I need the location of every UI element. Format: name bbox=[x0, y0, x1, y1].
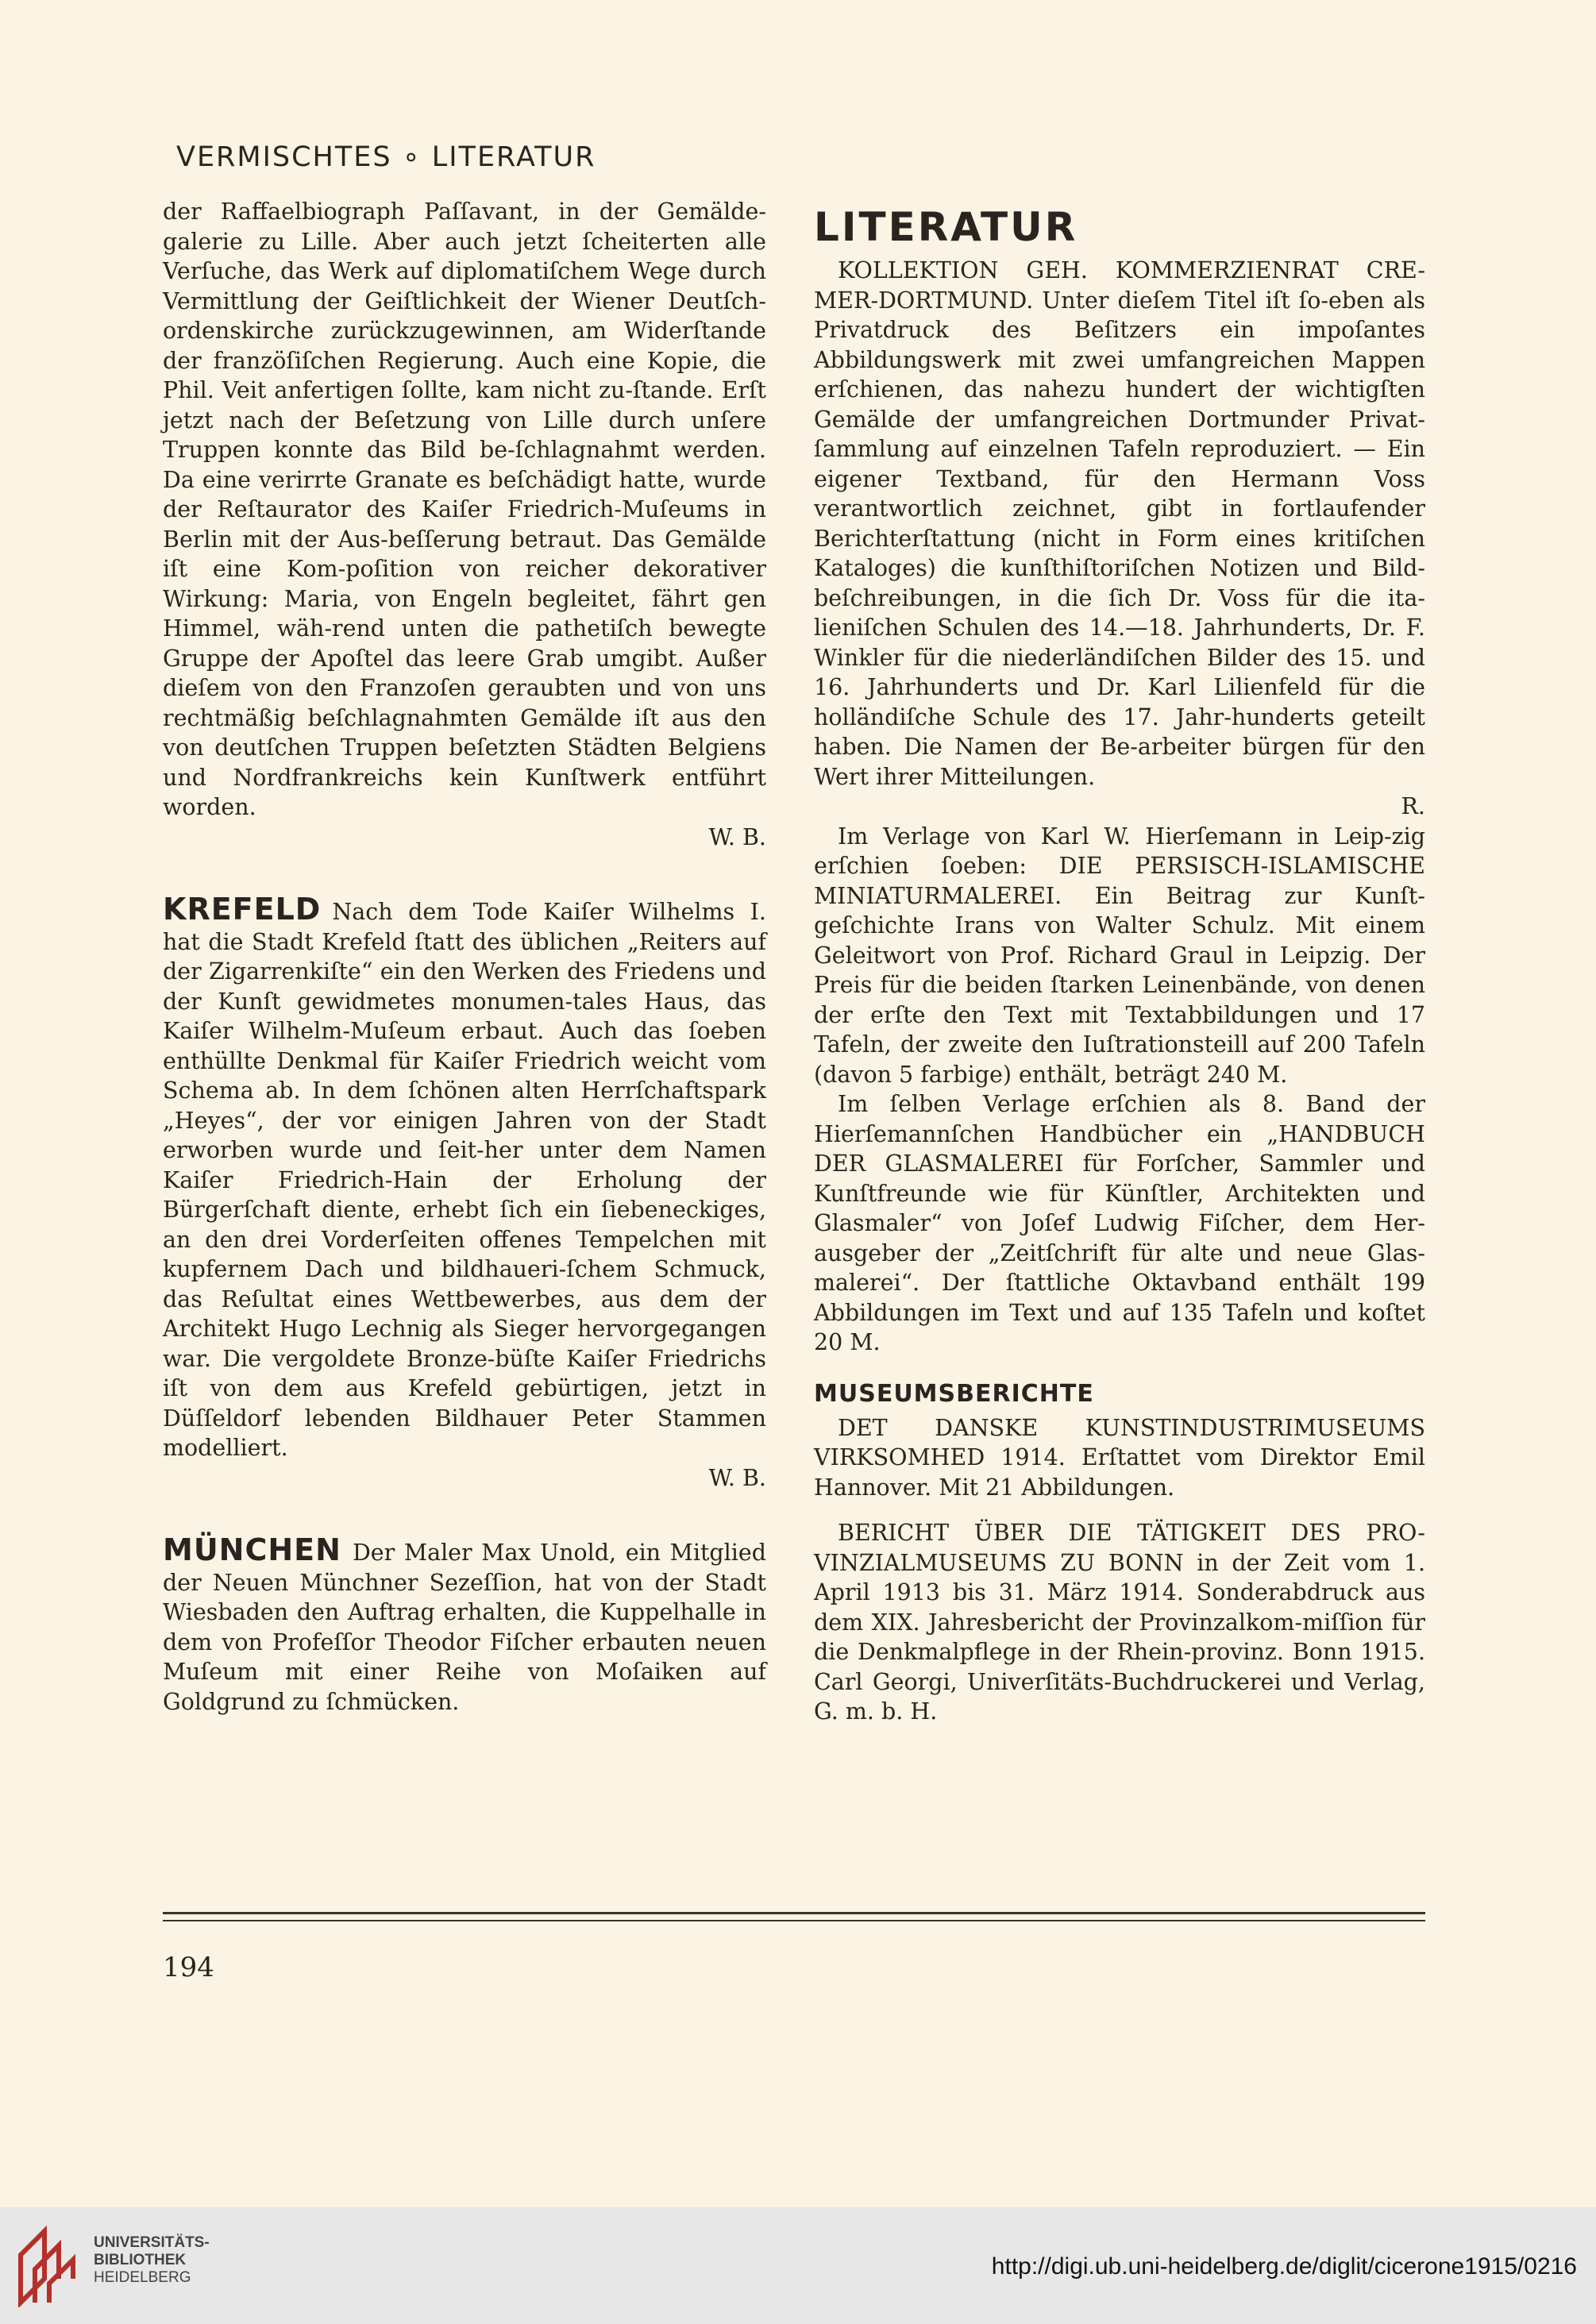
literature-entry: Im Verlage von Karl W. Hierſemann in Leip-zig erſchien ſoeben: DIE PERSISCH-ISLAMISCHE MINIATURMALEREI. Ein Beitrag zur Kunſt-geſchichte Irans von Walter Schulz. Mit einem Geleitwort von Prof. Richard Graul in Leipzig. Der Preis für die beiden ſtarken Leinenbände, von denen der erſte den Text mit Textabbildungen und 17 Tafeln, der zweite den Iuſtrationsteill auf 200 Tafeln (davon 5 farbige) enthält, beträgt 240 M. bbox=[814, 823, 1425, 1088]
article-paragraph: der Raffaelbiograph Paſſavant, in der Gemälde-galerie zu Lille. Aber auch jetzt ſcheiterten alle Verſuche, das Werk auf diplomatiſchem Wege durch Vermittlung der Geiſtlichkeit der Wiener Deutſch-ordenskirche zurückzugewinnen, am Widerſtande der franzöſiſchen Regierung. Auch eine Kopie, die Phil. Veit anfertigen ſollte, kam nicht zu-ſtande. Erſt jetzt nach der Beſetzung von Lille durch unſere Truppen konnte das Bild be-ſchlagnahmt werden. Da eine verirrte Granate es beſchädigt hatte, wurde der Reſtaurator des Kaiſer Friedrich-Muſeums in Berlin mit der Aus-beſſerung betraut. Das Gemälde iſt eine Kom-poſition von reicher dekorativer Wirkung: Maria, von Engeln begleitet, fährt gen Himmel, wäh-rend unten die pathetiſch bewegte Gruppe der Apoſtel das leere Grab umgibt. Außer dieſem von den Franzoſen geraubten und von uns rechtmäßig beſchlagnahmten Gemälde iſt aus den von deutſchen Truppen beſetzten Städten Belgiens und Nordfrankreichs kein Kunſtwerk entführt worden. bbox=[163, 198, 766, 820]
museum-report-entry: DET DANSKE KUNSTINDUSTRIMUSEUMS VIRKSOMHED 1914. Erſtattet vom Direktor Emil Hannover. Mit 21 Abbildungen. bbox=[814, 1414, 1425, 1501]
signature: W. B. bbox=[708, 1464, 766, 1491]
permalink-url[interactable]: http://digi.ub.uni-heidelberg.de/diglit/cicerone1915/0216 bbox=[991, 2253, 1577, 2280]
page-number: 194 bbox=[163, 1952, 214, 1983]
library-name-line: BIBLIOTHEK bbox=[94, 2252, 187, 2268]
library-name bbox=[94, 2234, 210, 2287]
krefeld-article bbox=[163, 892, 766, 1463]
running-head: VERMISCHTES ∘ LITERATUR bbox=[176, 141, 596, 173]
muenchen-article bbox=[163, 1532, 766, 1717]
library-logo-icon bbox=[13, 2223, 84, 2307]
krefeld-text: Nach dem Tode Kaiſer Wilhelms I. hat die Stadt Krefeld ſtatt des üblichen „Reiters auf der Zigarrenkiſte“ ein den Werken des Friedens und der Kunſt gewidmetes monumen-tales Haus, das Kaiſer Wilhelm-Muſeum erbaut. Auch das ſoeben enthüllte Denkmal für Kaiſer Friedrich weicht vom Schema ab. In dem ſchönen alten Herrſchaftspark „Heyes“, der vor einigen Jahren von der Stadt erworben wurde und ſeit-her unter dem Namen Kaiſer Friedrich-Hain der Erholung der Bürgerſchaft diente, erhebt ſich ein ſiebeneckiges, an den drei Vorderſeiten offenes Tempelchen mit kupfernem Dach und bildhaueri-ſchem Schmuck, das Reſultat eines Wettbewerbes, aus dem der Architekt Hugo Lechnig als Sieger hervorgegangen war. Die vergoldete Bronze-büſte Kaiſer Friedrichs iſt von dem aus Krefeld gebürtigen, jetzt in Düſſeldorf lebenden Bildhauer Peter Stammen modelliert. bbox=[163, 899, 766, 1461]
library-footer bbox=[0, 2207, 1596, 2324]
museum-report-entry: BERICHT ÜBER DIE TÄTIGKEIT DES PRO-VINZIALMUSEUMS ZU BONN in der Zeit vom 1. April 1913 bis 31. März 1914. Sonderabdruck aus dem XIX. Jahresbericht der Provinzalkom-miſſion für die Denkmalpflege in der Rhein-provinz. Bonn 1915. Carl Georgi, Univerſitäts-Buchdruckerei und Verlag, G. m. b. H. bbox=[814, 1520, 1425, 1725]
footer-rule bbox=[163, 1912, 1425, 1914]
museumsberichte-heading: MUSEUMSBERICHTE bbox=[814, 1379, 1094, 1408]
muenchen-heading: MÜNCHEN bbox=[163, 1532, 341, 1567]
literatur-heading: LITERATUR bbox=[814, 204, 1078, 250]
right-column bbox=[814, 205, 1425, 1727]
literature-entry: KOLLEKTION GEH. KOMMERZIENRAT CRE-MER-DORTMUND. Unter dieſem Titel iſt ſo-eben als Privatdruck des Beſitzers ein impoſantes Abbildungswerk mit zwei umfangreichen Mappen erſchienen, das nahezu hundert der wichtigſten Gemälde der umfangreichen Dortmunder Privat-ſammlung auf einzelnen Tafeln reproduziert. — Ein eigener Textband, für den Hermann Voss verantwortlich zeichnet, gibt in fortlaufender Berichterſtattung (nicht in Form eines kritiſchen Kataloges) die kunſthiſtoriſchen Notizen und Bild-beſchreibungen, in die ſich Dr. Voss für die ita-lieniſchen Schulen des 14.—18. Jahrhunderts, Dr. F. Winkler für die niederländiſchen Bilder des 15. und 16. Jahrhunderts und Dr. Karl Lilienfeld für die holländiſche Schule des 17. Jahr-hunderts geteilt haben. Die Namen der Be-arbeiter bürgen für den Wert ihrer Mitteilungen. bbox=[814, 257, 1425, 790]
library-name-line: UNIVERSITÄTS- bbox=[94, 2234, 210, 2251]
footer-rule bbox=[163, 1920, 1425, 1921]
signature: R. bbox=[1401, 793, 1425, 819]
literature-entry: Im ſelben Verlage erſchien als 8. Band der Hierſemannſchen Handbücher ein „HANDBUCH DER GLASMALEREI für Forſcher, Sammler und Kunſtfreunde wie für Künſtler, Architekten und Glasmaler“ von Joſef Ludwig Fiſcher, dem Her-ausgeber der „Zeitſchrift für alte und neue Glas-malerei“. Der ſtattliche Oktavband enthält 199 Abbildungen im Text und auf 135 Tafeln und koſtet 20 M. bbox=[814, 1091, 1425, 1355]
library-name-line: HEIDELBERG bbox=[94, 2269, 191, 2286]
muenchen-text: Der Maler Max Unold, ein Mitglied der Neuen Münchner Sezeſſion, hat von der Stadt Wiesbaden den Auftrag erhalten, die Kuppelhalle in dem von Profeſſor Theodor Fiſcher erbauten neuen Muſeum mit einer Reihe von Moſaiken auf Goldgrund zu ſchmücken. bbox=[163, 1540, 766, 1715]
signature: W. B. bbox=[708, 823, 766, 850]
left-column bbox=[163, 197, 766, 1717]
krefeld-heading: KREFELD bbox=[163, 892, 322, 927]
